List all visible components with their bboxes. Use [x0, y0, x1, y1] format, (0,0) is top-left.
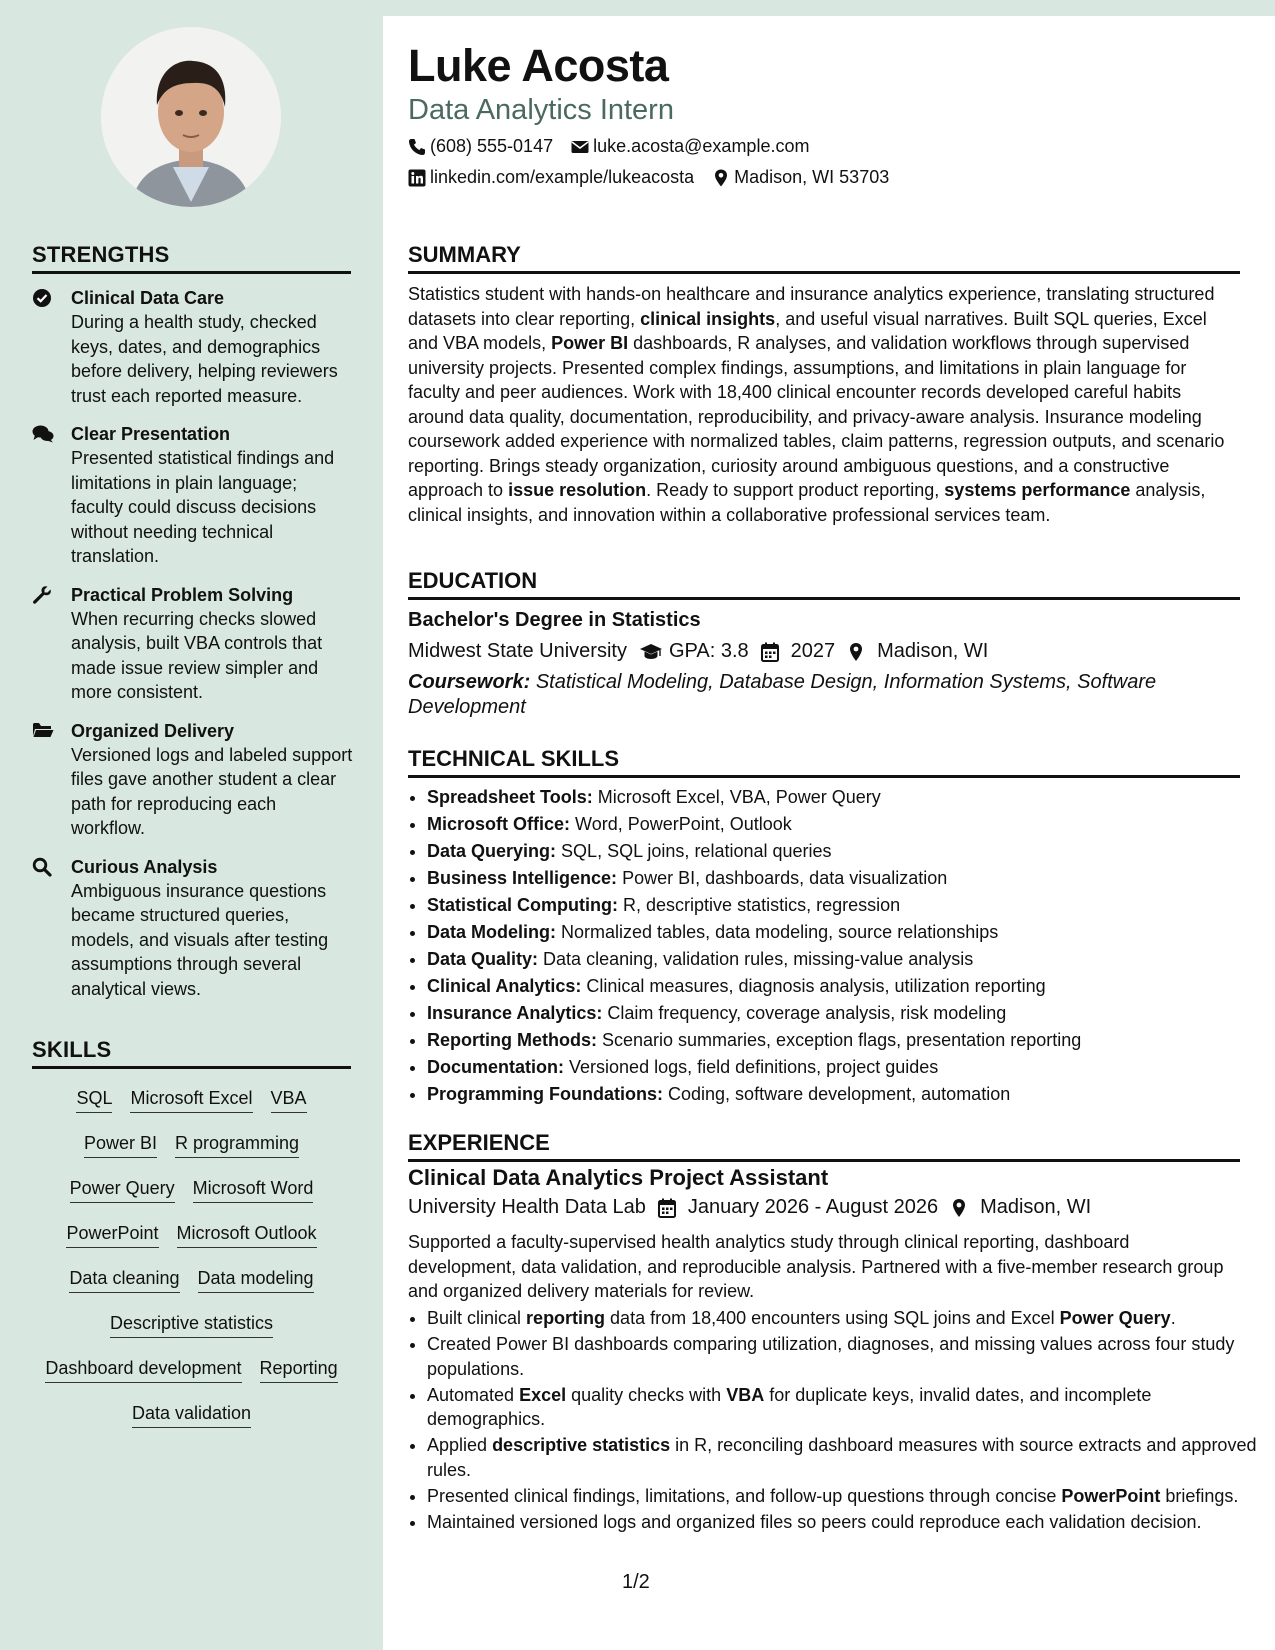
strength-desc: Versioned logs and labeled support files gave another student a clear path for reproducing each workflow. — [71, 744, 353, 838]
summary-fragment: dashboards, R analyses, and validation workflows through supervised university projects. Presented complex findings, assumptions, and limitations in plain language for faculty and peer audiences. Work with 18,400 clinical encounter records developed careful habits around data quality, documentation, reproducibility, and privacy-aware analysis. Insurance modeling coursework added experience with normalized tables, claim patterns, regression outputs, and scenario reporting. Brings steady organization, curiosity around ambiguous questions, and a constructive approach to — [408, 333, 1225, 500]
coursework-label: Coursework: — [408, 671, 531, 693]
calendar-icon — [658, 1198, 680, 1218]
technical-skill-label: Spreadsheet Tools: — [427, 787, 593, 807]
skill-tag: Descriptive statistics — [110, 1311, 273, 1338]
skill-tag: R programming — [175, 1131, 299, 1158]
job-bullet — [427, 1484, 1259, 1509]
technical-skill-item — [427, 892, 1259, 919]
bullet-fragment: Created Power BI dashboards comparing utilization, diagnoses, and missing values across four study populations. — [427, 1334, 1235, 1379]
contact-row-1 — [408, 136, 809, 157]
education-meta — [408, 640, 988, 663]
skills-cloud — [32, 1086, 351, 1446]
bullet-fragment: Presented clinical findings, limitations, and follow-up questions through concise — [427, 1485, 1062, 1506]
education-location: Madison, WI — [877, 640, 989, 662]
skill-tag: Data modeling — [198, 1266, 314, 1293]
strengths-heading: STRENGTHS — [32, 242, 351, 274]
skill-tag: VBA — [271, 1086, 307, 1113]
school-name: Midwest State University — [408, 640, 627, 662]
coursework-list: Statistical Modeling, Database Design, Information Systems, Software Development — [408, 671, 1157, 718]
technical-skill-label: Data Quality: — [427, 949, 539, 969]
skill-tag: PowerPoint — [66, 1221, 158, 1248]
skill-tag: Power BI — [84, 1131, 157, 1158]
skill-tag: Microsoft Excel — [130, 1086, 252, 1113]
summary-heading: SUMMARY — [408, 242, 1240, 274]
summary-fragment: analysis, clinical insights, and innovation within a collaborative professional services team. — [408, 480, 1206, 525]
technical-skill-value: Claim frequency, coverage analysis, risk modeling — [607, 1003, 1007, 1023]
skill-tag: Power Query — [70, 1176, 175, 1203]
job-bullet — [427, 1433, 1259, 1482]
phone-text: (608) 555-0147 — [430, 136, 554, 156]
strength-desc: When recurring checks slowed analysis, built VBA controls that made issue review simpler and more consistent. — [71, 608, 323, 702]
strength-title: Curious Analysis — [71, 856, 218, 877]
experience-heading: EXPERIENCE — [408, 1130, 1240, 1162]
job-bullet — [427, 1332, 1259, 1381]
summary-fragment: . Ready to support product reporting, — [646, 480, 945, 500]
job-bullets — [408, 1306, 1259, 1536]
technical-skill-item — [427, 1000, 1259, 1027]
strength-desc: Presented statistical findings and limitations in plain language; faculty could discuss decisions without needing technical translation. — [71, 448, 335, 566]
comments-icon — [32, 424, 54, 444]
bullet-fragment: Maintained versioned logs and organized files so peers could reproduce each validation decision. — [427, 1511, 1202, 1532]
skills-row — [32, 1356, 351, 1401]
profile-photo — [101, 27, 281, 207]
skill-tag: Data validation — [132, 1401, 251, 1428]
technical-skill-item — [427, 946, 1259, 973]
technical-skill-value: Data cleaning, validation rules, missing-value analysis — [543, 949, 974, 969]
map-pin-icon — [847, 642, 869, 662]
strength-desc: During a health study, checked keys, dates, and demographics before delivery, helping reviewers trust each reported measure. — [71, 312, 338, 406]
wrench-icon — [32, 585, 54, 605]
bullet-highlight: Excel — [519, 1384, 567, 1405]
strength-item — [32, 855, 354, 1002]
technical-skill-label: Insurance Analytics: — [427, 1003, 603, 1023]
location-text: Madison, WI 53703 — [734, 167, 890, 187]
phone-icon — [408, 138, 426, 156]
map-pin-icon — [950, 1198, 972, 1218]
employer-name: University Health Data Lab — [408, 1196, 646, 1218]
skills-row — [32, 1401, 351, 1446]
bullet-highlight: PowerPoint — [1061, 1485, 1161, 1506]
technical-skill-value: Versioned logs, field definitions, project guides — [569, 1057, 939, 1077]
technical-skill-value: Clinical measures, diagnosis analysis, utilization reporting — [586, 976, 1046, 996]
technical-skill-label: Data Modeling: — [427, 922, 556, 942]
technical-skill-item — [427, 1054, 1259, 1081]
graduation-cap-icon — [639, 642, 661, 662]
skill-tag: SQL — [76, 1086, 112, 1113]
skill-tag: Reporting — [260, 1356, 338, 1383]
technical-skill-item — [427, 1081, 1259, 1108]
technical-skill-item — [427, 919, 1259, 946]
technical-skill-value: R, descriptive statistics, regression — [623, 895, 901, 915]
graduation-year: 2027 — [790, 640, 836, 662]
job-location: Madison, WI — [980, 1196, 1092, 1218]
skills-row — [32, 1086, 351, 1131]
bullet-fragment: in R, reconciling dashboard measures with source extracts and approved rules. — [427, 1435, 1257, 1480]
technical-skill-label: Clinical Analytics: — [427, 976, 582, 996]
candidate-name: Luke Acosta — [408, 40, 669, 91]
technical-skill-item — [427, 973, 1259, 1000]
bullet-highlight: Power Query — [1059, 1308, 1171, 1328]
candidate-title: Data Analytics Intern — [408, 94, 674, 126]
skills-row — [32, 1176, 351, 1221]
skills-row — [32, 1266, 351, 1311]
technical-skill-item — [427, 838, 1259, 865]
skill-tag: Microsoft Outlook — [177, 1221, 317, 1248]
bullet-fragment: for duplicate keys, invalid dates, and incomplete demographics. — [427, 1384, 1152, 1429]
strength-title: Clinical Data Care — [71, 288, 225, 308]
skills-heading: SKILLS — [32, 1037, 351, 1069]
technical-skill-value: Coding, software development, automation — [668, 1084, 1011, 1104]
technical-skill-value: Word, PowerPoint, Outlook — [575, 814, 792, 834]
skill-tag: Dashboard development — [45, 1356, 241, 1383]
skill-tag: Data cleaning — [69, 1266, 179, 1293]
contact-row-2 — [408, 167, 889, 188]
bullet-fragment: Built clinical — [427, 1308, 527, 1328]
strength-item — [32, 719, 354, 841]
summary-fragment: Statistics student with hands-on healthcare and insurance analytics experience, translating structured datasets into clear reporting, — [408, 284, 1215, 329]
page-number: 1/2 — [622, 1571, 650, 1593]
technical-skill-value: Power BI, dashboards, data visualization — [622, 868, 948, 888]
summary-highlight: Power BI — [551, 333, 629, 353]
search-icon — [32, 857, 54, 877]
technical-skill-label: Programming Foundations: — [427, 1084, 663, 1104]
bullet-fragment: Applied — [427, 1435, 493, 1455]
skill-tag: Microsoft Word — [193, 1176, 314, 1203]
check-circle-icon — [32, 288, 54, 308]
technical-skill-value: Normalized tables, data modeling, source relationships — [561, 922, 999, 942]
job-title: Clinical Data Analytics Project Assistant — [408, 1165, 829, 1190]
skills-row — [32, 1311, 351, 1356]
job-dates: January 2026 - August 2026 — [687, 1196, 939, 1218]
technical-skills-heading: TECHNICAL SKILLS — [408, 746, 1240, 778]
summary-fragment: , and useful visual narratives. Built SQL queries, Excel and VBA models, — [408, 308, 1207, 353]
strengths-list — [32, 286, 354, 1015]
bullet-highlight: descriptive statistics — [492, 1435, 671, 1455]
technical-skill-label: Data Querying: — [427, 841, 557, 861]
linkedin-icon — [408, 169, 426, 187]
job-bullet — [427, 1510, 1259, 1535]
summary-highlight: systems performance — [944, 480, 1131, 500]
summary-highlight: issue resolution — [508, 480, 647, 500]
bullet-fragment: briefings. — [1160, 1485, 1239, 1506]
strength-item — [32, 422, 354, 569]
technical-skill-label: Reporting Methods: — [427, 1030, 597, 1050]
email-text: luke.acosta@example.com — [593, 136, 810, 156]
bullet-highlight: VBA — [726, 1384, 765, 1405]
summary-text — [408, 282, 1240, 527]
bullet-fragment: . — [1170, 1308, 1176, 1328]
skills-row — [32, 1131, 351, 1176]
bullet-fragment: quality checks with — [566, 1384, 727, 1405]
degree-title: Bachelor's Degree in Statistics — [408, 609, 701, 631]
technical-skill-item — [427, 811, 1259, 838]
strength-desc: Ambiguous insurance questions became structured queries, models, and visuals after testing assumptions through several analytical views. — [71, 880, 329, 999]
strength-item — [32, 286, 354, 408]
job-bullet — [427, 1383, 1259, 1432]
job-meta — [408, 1196, 1091, 1219]
technical-skill-item — [427, 1027, 1259, 1054]
technical-skills-list — [408, 784, 1259, 1108]
technical-skill-value: Scenario summaries, exception flags, presentation reporting — [602, 1030, 1082, 1050]
linkedin-text: linkedin.com/example/lukeacosta — [430, 167, 695, 187]
coursework — [408, 670, 1240, 719]
bullet-fragment: Automated — [427, 1384, 520, 1405]
bullet-fragment: data from 18,400 encounters using SQL joins and Excel — [605, 1308, 1060, 1328]
map-pin-icon — [712, 169, 730, 187]
technical-skill-label: Business Intelligence: — [427, 868, 618, 888]
technical-skill-item — [427, 865, 1259, 892]
envelope-icon — [571, 138, 589, 156]
summary-highlight: clinical insights — [640, 308, 776, 329]
technical-skill-value: SQL, SQL joins, relational queries — [561, 841, 832, 861]
technical-skill-label: Microsoft Office: — [427, 814, 571, 834]
technical-skill-item — [427, 784, 1259, 811]
technical-skill-value: Microsoft Excel, VBA, Power Query — [597, 787, 881, 807]
strength-title: Clear Presentation — [71, 424, 231, 444]
calendar-icon — [761, 642, 783, 662]
strength-item — [32, 583, 354, 705]
job-bullet — [427, 1306, 1259, 1331]
skills-row — [32, 1221, 351, 1266]
gpa-text: GPA: 3.8 — [668, 640, 749, 662]
bullet-highlight: reporting — [526, 1308, 606, 1328]
strength-title: Organized Delivery — [71, 720, 235, 741]
strength-title: Practical Problem Solving — [71, 584, 294, 605]
folder-open-icon — [32, 721, 54, 741]
technical-skill-label: Documentation: — [427, 1057, 564, 1077]
education-heading: EDUCATION — [408, 568, 1240, 600]
technical-skill-label: Statistical Computing: — [427, 895, 619, 915]
job-description: Supported a faculty-supervised health analytics study through clinical reporting, dashboard development, data validation, and reproducible analysis. Partnered with a five-member research group and organized delivery materials for review. — [408, 1232, 1224, 1301]
